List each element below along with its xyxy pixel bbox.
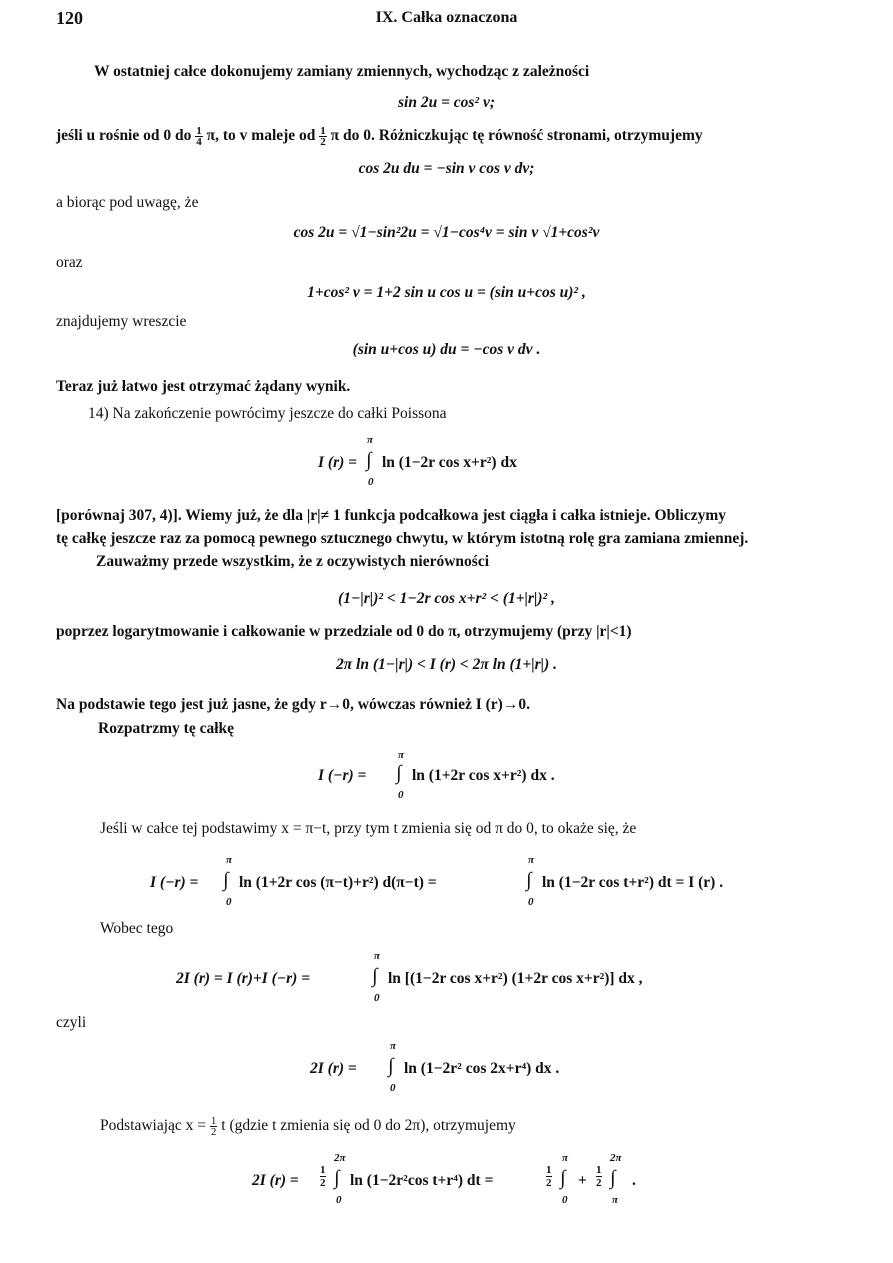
- text-line: oraz: [56, 254, 83, 271]
- text-line: Rozpatrzmy tę całkę: [98, 720, 235, 737]
- equation: 2π ln (1−|r|) < I (r) < 2π ln (1+|r|) .: [335, 656, 558, 673]
- integral-equation: 2I (r) = 1 2 2π ∫ ln (1−2r²cos t+r⁴) dt = 0 1 2 π ∫ 0 + 1 2 2π ∫ π .: [252, 1152, 636, 1206]
- text-line: poprzez logarytmowanie i całkowanie w przedziale od 0 do π, otrzymujemy (przy |r|<1): [56, 623, 632, 640]
- equation: cos 2u = √1−sin²2u = √1−cos⁴v = sin v √1+cos²v: [293, 224, 600, 241]
- text-line: Na podstawie tego jest już jasne, że gdy r→0, wówczas również I (r)→0.: [56, 696, 530, 713]
- text-line: W ostatniej całce dokonujemy zamiany zmiennych, wychodząc z zależności: [94, 63, 590, 80]
- integral-equation: π I (−r) = ∫ ln (1+2r cos x+r²) dx . 0: [318, 749, 555, 801]
- text-line: jeśli u rośnie od 0 do $\frac{1}{4}$ π, to v maleje od $\frac{1}{2}$ π do 0. Różniczkując tę równość stronami, otrzymujemy: [56, 125, 703, 148]
- text-line: tę całkę jeszcze raz za pomocą pewnego sztucznego chwytu, w którym istotną rolę gra zamiana zmiennej.: [56, 530, 749, 547]
- equation: 1+cos² v = 1+2 sin u cos u = (sin u+cos u)² ,: [307, 284, 586, 301]
- text-line: [porównaj 307, 4)]. Wiemy już, że dla |r|≠ 1 funkcja podcałkowa jest ciągła i całka istnieje. Obliczymy: [56, 507, 727, 524]
- text-line: Teraz już łatwo jest otrzymać żądany wynik.: [56, 378, 351, 395]
- text-line: Zauważmy przede wszystkim, że z oczywistych nierówności: [96, 553, 490, 570]
- page-number: 120: [56, 8, 83, 28]
- equation: (sin u+cos u) du = −cos v dv .: [352, 341, 541, 358]
- integral-equation: π I (r) = ∫ ln (1−2r cos x+r²) dx 0: [318, 434, 517, 488]
- text-line: Wobec tego: [100, 920, 174, 937]
- equation: cos 2u du = −sin v cos v dv;: [358, 160, 535, 177]
- text-line: Jeśli w całce tej podstawimy x = π−t, przy tym t zmienia się od π do 0, to okaże się, że: [100, 820, 637, 837]
- text-line: a biorąc pod uwagę, że: [56, 194, 199, 211]
- integral-equation: π I (−r) = ∫ ln (1+2r cos (π−t)+r²) d(π−t) = 0 π ∫ ln (1−2r cos t+r²) dt = I (r) . 0: [150, 854, 724, 908]
- chapter-title: IX. Całka oznaczona: [375, 9, 518, 26]
- text-line: Podstawiając x = $\frac{1}{2}$ t (gdzie t zmienia się od 0 do 2π), otrzymujemy: [100, 1115, 516, 1138]
- equation: sin 2u = cos² v;: [397, 94, 495, 111]
- text-line: czyli: [56, 1014, 87, 1031]
- integral-equation: π 2I (r) = I (r)+I (−r) = ∫ ln [(1−2r cos x+r²) (1+2r cos x+r²)] dx , 0: [176, 950, 643, 1004]
- equation: (1−|r|)² < 1−2r cos x+r² < (1+|r|)² ,: [338, 590, 555, 607]
- integral-equation: π 2I (r) = ∫ ln (1−2r² cos 2x+r⁴) dx . 0: [310, 1040, 560, 1094]
- text-line: 14) Na zakończenie powrócimy jeszcze do całki Poissona: [88, 405, 447, 422]
- text-line: znajdujemy wreszcie: [56, 313, 187, 330]
